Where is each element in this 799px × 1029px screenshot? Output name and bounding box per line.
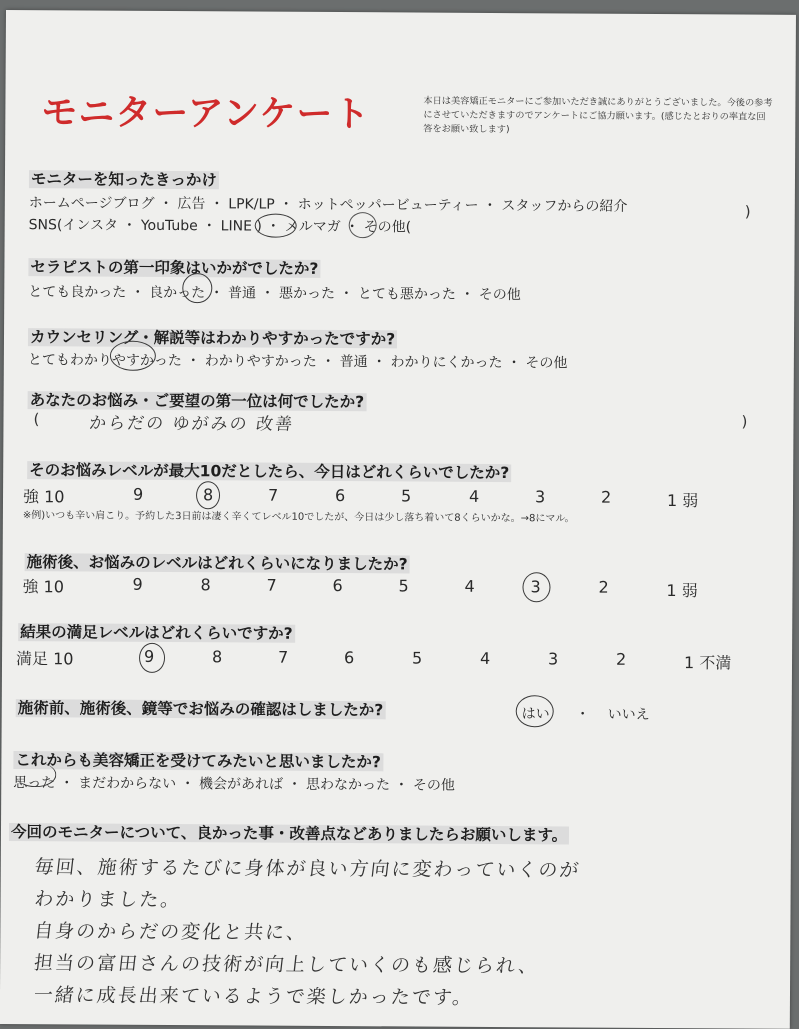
q6-question: 施術後、お悩みのレベルはどれくらいになりましたか?	[26, 553, 408, 574]
q10-answer-line-3: 自身のからだの変化と共に、	[32, 920, 309, 944]
q5-level-5: 5	[400, 486, 412, 506]
q7-level-10: 満足 10	[15, 649, 74, 669]
q6-selected-circle	[522, 572, 550, 602]
q7-level-2: 2	[615, 649, 627, 669]
q1-mark-circle	[349, 212, 377, 238]
q8-separator: ・	[575, 706, 590, 723]
q4-close-paren: )	[741, 412, 748, 431]
q5-level-6: 6	[334, 486, 346, 506]
q10-question: 今回のモニターについて、良かった事・改善点などありましたらお願いします。	[10, 823, 568, 845]
q1-question: モニターを知ったきっかけ	[30, 170, 218, 190]
intro-text: 本日は美容矯正モニターにご参加いただき誠にありがとうございました。今後の参考にさせていただきますのでアンケートにご協力願います。(感じたとおりの率直な回答をお願い致します)	[423, 95, 773, 136]
q5-level-9: 9	[132, 484, 144, 504]
q2-question: セラピストの第一印象はいかがでしたか?	[30, 258, 319, 278]
q1-answer-circle	[255, 214, 297, 238]
q1-close-paren: )	[744, 202, 751, 221]
q6-level-7: 7	[266, 575, 277, 595]
q7-level-7: 7	[277, 647, 289, 667]
q5-level-4: 4	[468, 486, 480, 506]
q6-level-4: 4	[464, 576, 475, 596]
q4-handwritten-answer: からだの ゆがみの 改善	[88, 413, 296, 435]
q2-options: とても良かった ・ 良かった ・ 普通 ・ 悪かった ・ とても悪かった ・ その他	[28, 284, 521, 304]
q2-answer-circle	[182, 273, 212, 303]
q9-options: 思った ・ まだわからない ・ 機会があれば ・ 思わなかった ・ その他	[13, 775, 455, 794]
q7-level-3: 3	[547, 649, 559, 669]
q8-yes: はい	[521, 706, 550, 723]
q5-selected-circle	[196, 481, 220, 509]
q8-question: 施術前、施術後、鏡等でお悩みの確認はしましたか?	[17, 699, 384, 720]
q5-level-2: 2	[600, 487, 612, 507]
q8-selected-circle	[516, 695, 554, 727]
q8-no: いいえ	[607, 706, 650, 723]
q3-question: カウンセリング・解説等はわかりやすかったですか?	[29, 328, 396, 349]
q7-level-9: 9	[143, 646, 155, 666]
q10-answer-line-2: わかりました。	[33, 888, 183, 912]
q10-answer-line-1: 毎回、施術するたびに身体が良い方向に変わっていくのが	[33, 856, 582, 882]
q7-level-5: 5	[411, 648, 423, 668]
q6-level-1: 1 弱	[666, 581, 698, 601]
q5-level-8: 8	[202, 485, 214, 505]
q7-level-4: 4	[479, 648, 491, 668]
q7-selected-circle	[139, 643, 165, 673]
q3-answer-circle	[110, 341, 156, 371]
q6-level-5: 5	[398, 576, 409, 596]
q9-question: これからも美容矯正を受けてみたいと思いましたか?	[15, 751, 381, 772]
q4-open-paren: (	[33, 410, 40, 429]
q6-level-6: 6	[332, 576, 343, 596]
q5-level-7: 7	[267, 485, 279, 505]
survey-sheet	[0, 10, 796, 1029]
q5-example-note: ※例)いつも辛い肩こり。予約した3日前は凄く辛くてレベル10でしたが、今日は少し落ち着いて8くらいかな。→8にマル。	[22, 510, 575, 525]
q6-level-10: 強 10	[22, 577, 64, 597]
q7-level-1: 1 不満	[683, 653, 732, 673]
q5-level-3: 3	[534, 487, 546, 507]
q5-level-1: 1 弱	[666, 491, 699, 511]
q5-question: そのお悩みレベルが最大10だとしたら、今日はどれくらいでしたか?	[29, 461, 510, 483]
q4-question: あなたのお悩み・ご要望の第一位は何でしたか?	[29, 391, 365, 412]
q5-level-10: 強 10	[22, 487, 65, 507]
q6-level-2: 2	[598, 577, 609, 597]
q3-options: とてもわかりやすかった ・ わかりやすかった ・ 普通 ・ わかりにくかった ・ その他	[27, 352, 568, 372]
q6-level-8: 8	[200, 575, 211, 595]
q10-answer-line-4: 担当の富田さんの技術が向上していくのも感じられ、	[32, 952, 541, 978]
q1-options-line2: SNS(インスタ ・ YouTube ・ LINE ) ・ メルマガ ・ その他(	[28, 217, 412, 236]
q7-question: 結果の満足レベルはどれくらいですか?	[20, 623, 293, 643]
q7-scale	[16, 646, 736, 674]
q7-level-6: 6	[343, 648, 355, 668]
q9-selected-circle	[15, 762, 56, 787]
q6-level-9: 9	[132, 574, 143, 594]
survey-title: モニターアンケート	[41, 92, 371, 136]
q6-scale	[22, 574, 742, 602]
q10-answer-line-5: 一緒に成長出来ているようで楽しかったです。	[32, 984, 475, 1009]
q1-options-line1: ホームページブログ ・ 広告 ・ LPK/LP ・ ホットペッパービューティー ・ スタッフからの紹介	[28, 195, 628, 215]
q6-level-3: 3	[530, 577, 541, 597]
q7-level-8: 8	[211, 647, 223, 667]
